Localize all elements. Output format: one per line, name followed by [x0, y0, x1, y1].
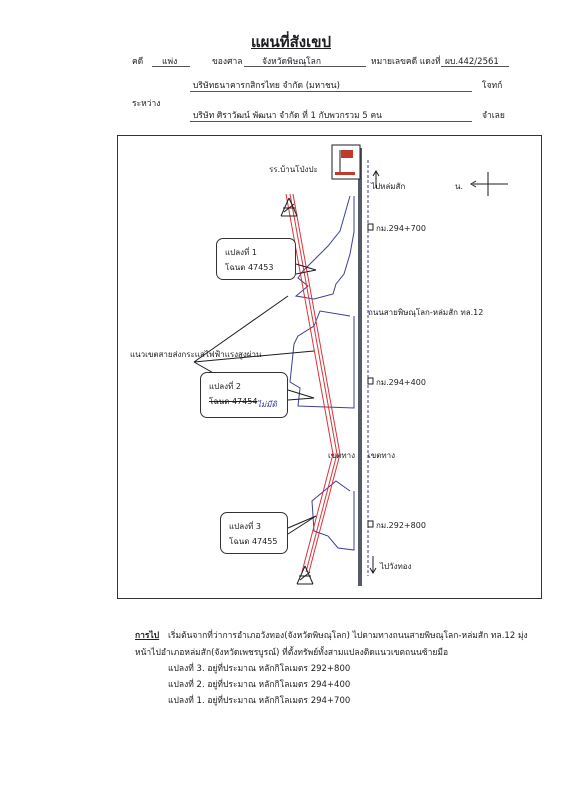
case-label: คดี: [132, 57, 144, 67]
directions-item-parcel-3: แปลงที่ 3. อยู่ที่ประมาณ หลักกิโลเมตร 292+800: [168, 664, 351, 674]
plaintiff-name: บริษัทธนาคารกสิกรไทย จำกัด (มหาชน): [193, 81, 340, 91]
directions-item-parcel-2: แปลงที่ 2. อยู่ที่ประมาณ หลักกิโลเมตร 294+400: [168, 680, 351, 690]
km-post-icon-mid: [368, 378, 373, 384]
parcel-1-outline: [296, 196, 354, 299]
plaintiff-underline: [190, 91, 472, 92]
arrow-down-icon: [370, 556, 376, 573]
plaintiff-label: โจทก์: [482, 81, 503, 91]
parcel-3-outline: [312, 481, 354, 550]
road-line: [358, 148, 362, 586]
red-case-number: ผบ.442/2561: [445, 57, 499, 67]
parcel-3-callout: [220, 512, 288, 554]
pylon-icon-bottom: [297, 566, 313, 584]
km-post-icon-top: [368, 224, 373, 230]
parcel-1-deed: โฉนด 47453: [225, 263, 274, 272]
boundary-label-left: เขตทาง: [328, 451, 356, 460]
km-post-icon-bottom: [368, 521, 373, 527]
school-label: รร.บ้านโป่งปะ: [269, 165, 318, 174]
court-name-underline: [244, 66, 366, 67]
parcel-3-pointer: [288, 516, 316, 534]
km-label-top: กม.294+700: [376, 224, 426, 233]
parcel-1-callout: [216, 238, 296, 280]
between-label: ระหว่าง: [132, 99, 161, 109]
directions-item-parcel-1: แปลงที่ 1. อยู่ที่ประมาณ หลักกิโลเมตร 294+700: [168, 696, 351, 706]
parcel-1-name: แปลงที่ 1: [225, 248, 257, 257]
court-name: จังหวัดพิษณุโลก: [262, 57, 322, 67]
km-label-mid: กม.294+400: [376, 378, 426, 387]
case-type-underline: [152, 66, 190, 67]
powerline-label: แนวเขตสายส่งกระแสไฟฟ้าแรงสูงผ่าน: [130, 350, 262, 359]
map-drawing: [118, 136, 543, 600]
parcel-2-callout: [200, 372, 288, 418]
red-case-underline: [441, 66, 509, 67]
parcel-3-name: แปลงที่ 3: [229, 522, 261, 531]
page-title: แผนที่สังเขป: [251, 33, 331, 51]
case-type: แพ่ง: [162, 57, 178, 67]
parcel-2-pointer: [288, 390, 314, 400]
parcel-3-deed: โฉนด 47455: [229, 537, 278, 546]
defendant-underline: [190, 121, 472, 122]
directions-heading: การไป: [135, 631, 160, 641]
parcel-2-handwritten-note: ไม่มีดิ: [257, 400, 277, 409]
km-label-bottom: กม.292+800: [376, 521, 426, 530]
court-label: ของศาล: [212, 57, 243, 67]
defendant-label: จำเลย: [482, 111, 505, 121]
north-compass-icon: [471, 172, 508, 196]
north-label: น.: [455, 182, 464, 191]
sketch-map: [117, 135, 542, 599]
directions-line-2: หน้าไปอำเภอหล่มสัก(จังหวัดเพชรบูรณ์) ที่ตั้งทรัพย์ทั้งสามแปลงติดแนวเขตถนนซ้ายมือ: [135, 648, 449, 658]
red-case-label: หมายเลขคดี แดงที่: [371, 57, 441, 67]
defendant-name: บริษัท ศิราวัฒน์ พัฒนา จำกัด ที่ 1 กับพวกรวม 5 คน: [193, 111, 382, 121]
road-label: ถนนสายพิษณุโลก-หล่มสัก ทล.12: [368, 308, 484, 317]
school-flag-icon: [332, 145, 360, 179]
boundary-label-right: เขตทาง: [368, 451, 396, 460]
parcel-2-deed: โฉนด 47454: [209, 397, 258, 406]
to-wangthong-label: ไปวังทอง: [380, 562, 412, 571]
to-lomsak-label: ไปหล่มสัก: [371, 182, 406, 191]
parcel-2-name: แปลงที่ 2: [209, 382, 241, 391]
directions-line-1: เริ่มต้นจากที่ว่าการอำเภอวังทอง(จังหวัดพิษณุโลก) ไปตามทางถนนสายพิษณุโลก-หล่มสัก ทล.12 มุ่ง: [168, 631, 528, 641]
